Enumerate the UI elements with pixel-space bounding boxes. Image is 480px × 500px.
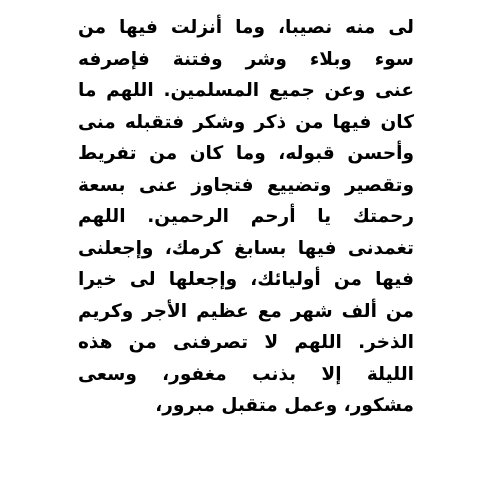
text-line-3: عنى وعن جميع المسلمين. اللهم ما <box>78 80 414 101</box>
text-line-11: الذخر. اللهم لا تصرفنى من هذه <box>78 332 414 353</box>
text-line-5: وأحسن قبوله، وما كان من تفريط <box>78 143 414 164</box>
text-line-6: وتقصير وتضييع فتجاوز عنى بسعة <box>78 174 414 196</box>
text-line-9: فيها من أوليائك، وإجعلها لى خيرا <box>78 269 414 290</box>
text-line-2: سوء وبلاء وشر وفتنة فإصرفه <box>78 48 414 70</box>
text-line-1: لى منه نصيبا، وما أنزلت فيها من <box>78 17 414 38</box>
arabic-text-block <box>78 12 414 422</box>
text-line-12: الليلة إلا بذنب مغفور، وسعى <box>78 363 414 385</box>
text-line-13: مشكور، وعمل متقبل مبرور، <box>155 395 414 416</box>
text-line-4: كان فيها من ذكر وشكر فتقبله منى <box>78 111 414 133</box>
text-line-7: رحمتك يا أرحم الرحمين. اللهم <box>78 206 414 227</box>
text-line-10: من ألف شهر مع عظيم الأجر وكريم <box>78 300 414 322</box>
text-line-8: تغمدنى فيها بسابغ كرمك، وإجعلنى <box>78 237 414 259</box>
